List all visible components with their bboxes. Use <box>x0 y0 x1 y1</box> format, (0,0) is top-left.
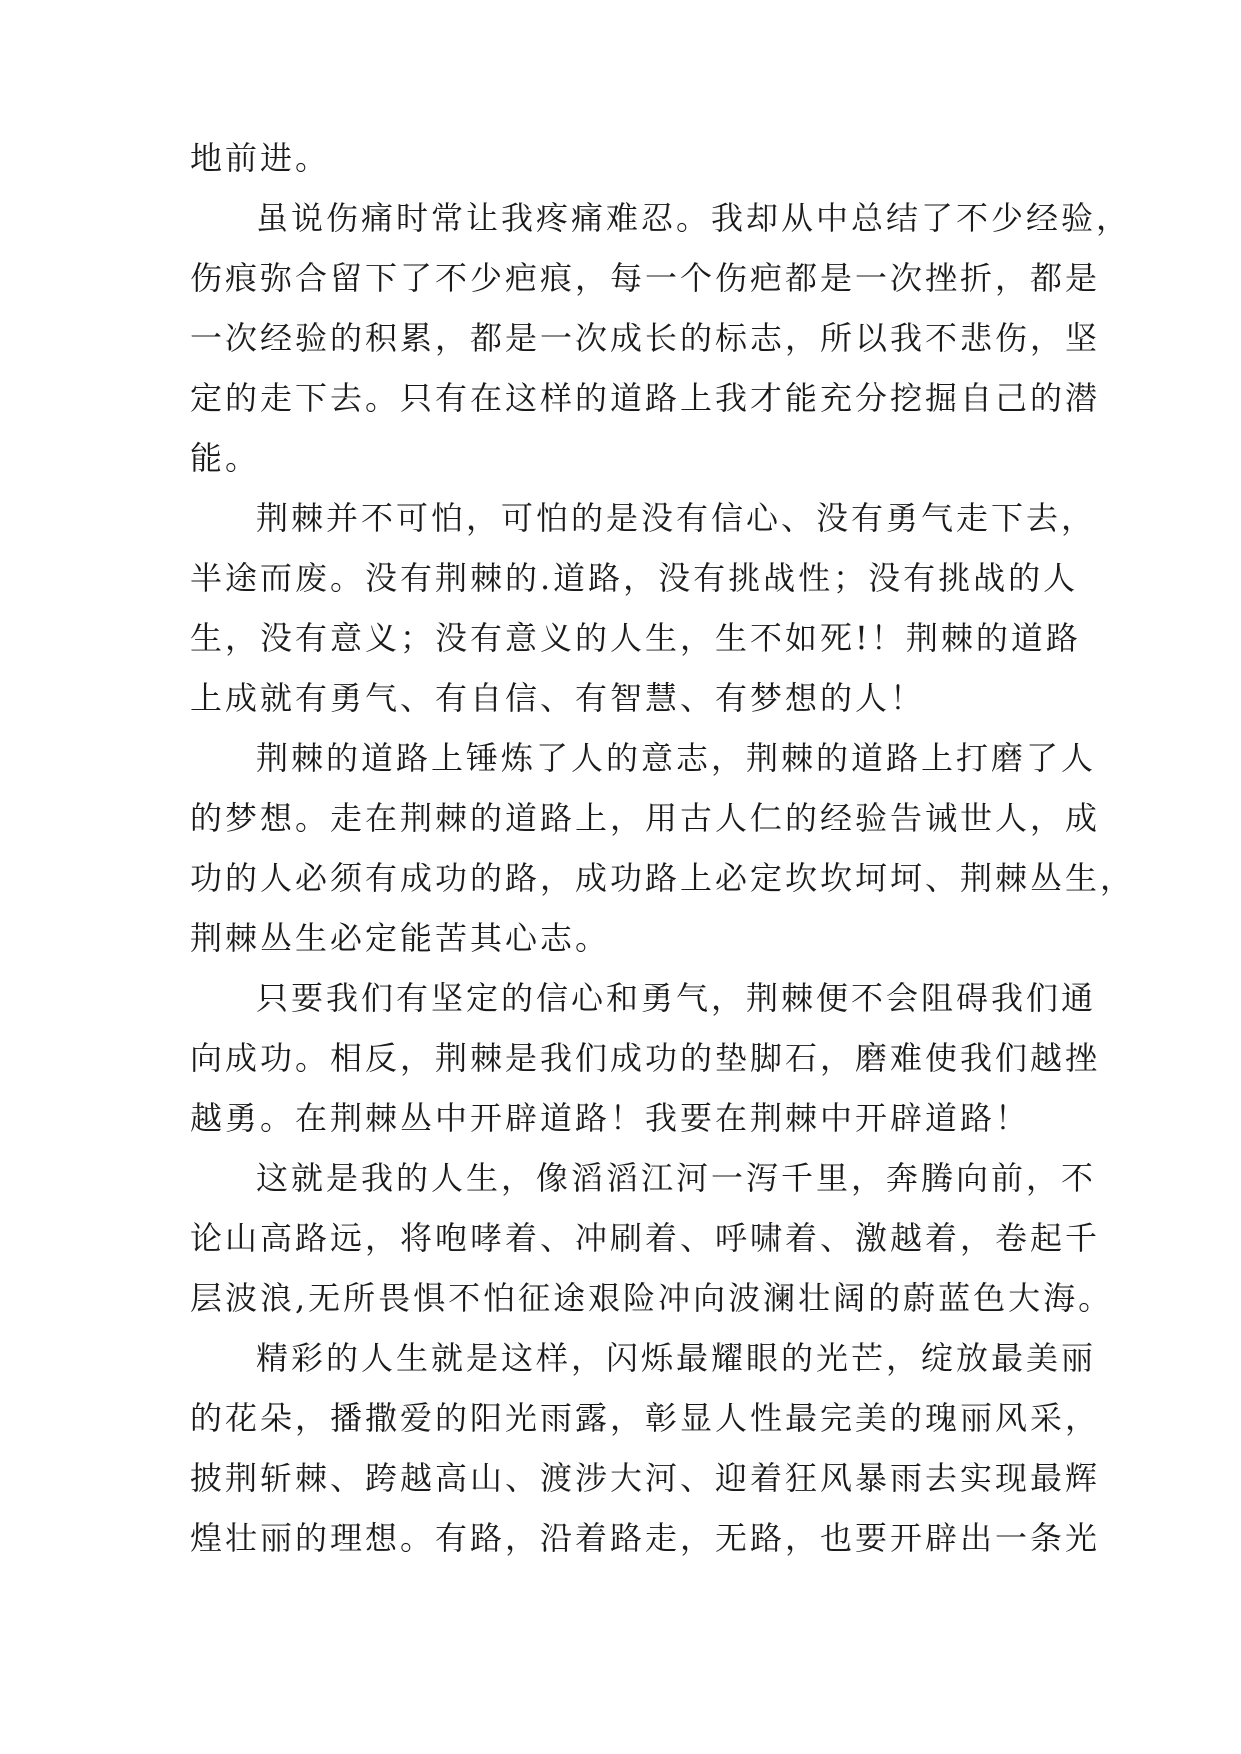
text-line: 荆棘的道路上锤炼了人的意志，荆棘的道路上打磨了人 <box>256 739 1097 777</box>
text-line: 生，没有意义；没有意义的人生，生不如死!！荆棘的道路 <box>190 619 1081 657</box>
text-line: 虽说伤痛时常让我疼痛难忍。我却从中总结了不少经验， <box>256 199 1132 237</box>
text-line: 只要我们有坚定的信心和勇气，荆棘便不会阻碍我们通 <box>256 979 1097 1017</box>
text-line: 半途而废。没有荆棘的.道路，没有挑战性；没有挑战的人 <box>190 559 1079 597</box>
text-line: 地前进。 <box>190 139 331 177</box>
text-line: 层波浪,无所畏惧不怕征途艰险冲向波澜壮阔的蔚蓝色大海。 <box>190 1279 1114 1317</box>
text-line: 这就是我的人生，像滔滔江河一泻千里，奔腾向前，不 <box>256 1159 1097 1197</box>
text-line: 披荆斩棘、跨越高山、渡涉大河、迎着狂风暴雨去实现最辉 <box>190 1459 1101 1497</box>
text-line: 荆棘丛生必定能苦其心志。 <box>190 919 611 957</box>
text-line: 定的走下去。只有在这样的道路上我才能充分挖掘自己的潜 <box>190 379 1101 417</box>
text-line: 能。 <box>190 439 261 477</box>
text-line: 论山高路远，将咆哮着、冲刷着、呼啸着、激越着，卷起千 <box>190 1219 1101 1257</box>
text-line: 功的人必须有成功的路，成功路上必定坎坎坷坷、荆棘丛生， <box>190 859 1136 897</box>
text-line: 煌壮丽的理想。有路，沿着路走，无路，也要开辟出一条光 <box>190 1519 1101 1557</box>
body-text <box>190 138 1136 1578</box>
text-line: 一次经验的积累，都是一次成长的标志，所以我不悲伤，坚 <box>190 319 1101 357</box>
text-line: 越勇。在荆棘丛中开辟道路！我要在荆棘中开辟道路！ <box>190 1099 1031 1137</box>
text-line: 精彩的人生就是这样，闪烁最耀眼的光芒，绽放最美丽 <box>256 1339 1097 1377</box>
text-line: 的梦想。走在荆棘的道路上，用古人仁的经验告诫世人，成 <box>190 799 1101 837</box>
text-line: 上成就有勇气、有自信、有智慧、有梦想的人！ <box>190 679 926 717</box>
text-line: 向成功。相反，荆棘是我们成功的垫脚石，磨难使我们越挫 <box>190 1039 1101 1077</box>
text-line: 荆棘并不可怕，可怕的是没有信心、没有勇气走下去， <box>256 499 1097 537</box>
text-line: 的花朵，播撒爱的阳光雨露，彰显人性最完美的瑰丽风采， <box>190 1399 1101 1437</box>
text-line: 伤痕弥合留下了不少疤痕，每一个伤疤都是一次挫折，都是 <box>190 259 1101 297</box>
